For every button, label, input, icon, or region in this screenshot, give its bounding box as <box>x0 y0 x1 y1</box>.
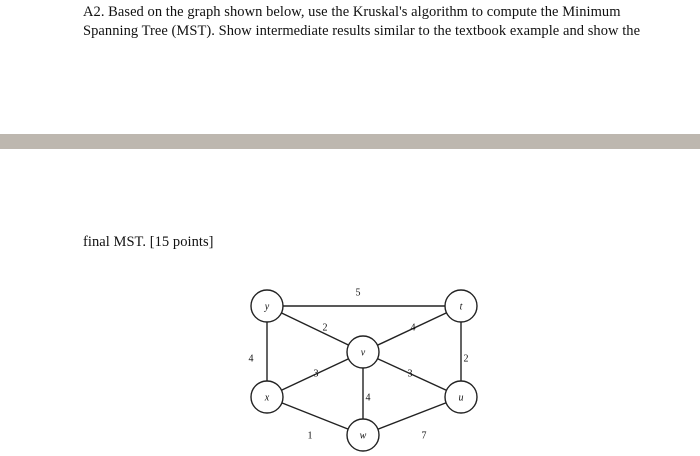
edge-weight-v-w: 4 <box>365 392 371 404</box>
edge-weight-y-t: 5 <box>355 287 361 299</box>
node-label-x: x <box>264 392 270 404</box>
node-label-u: u <box>458 392 464 404</box>
edge-weight-x-v: 3 <box>313 368 319 380</box>
edge-weight-y-v: 2 <box>322 322 328 334</box>
node-label-y: y <box>264 301 270 313</box>
edge-weight-t-u: 2 <box>463 353 469 365</box>
question-line-1: A2. Based on the graph shown below, use the Kruskal's algorithm to compute the Minimum <box>83 4 621 20</box>
node-label-t: t <box>459 301 463 313</box>
edge-weight-w-u: 7 <box>421 430 427 442</box>
edge-weight-v-u: 3 <box>407 368 413 380</box>
node-label-v: v <box>360 347 366 359</box>
node-label-w: w <box>359 430 367 442</box>
question-line-2: Spanning Tree (MST). Show intermediate results similar to the textbook example and show the <box>83 23 641 39</box>
edge-weight-y-x: 4 <box>248 353 254 365</box>
edge-weight-x-w: 1 <box>307 430 313 442</box>
edge-weight-t-v: 4 <box>410 322 416 334</box>
question-line-3: final MST. [15 points] <box>83 234 214 250</box>
